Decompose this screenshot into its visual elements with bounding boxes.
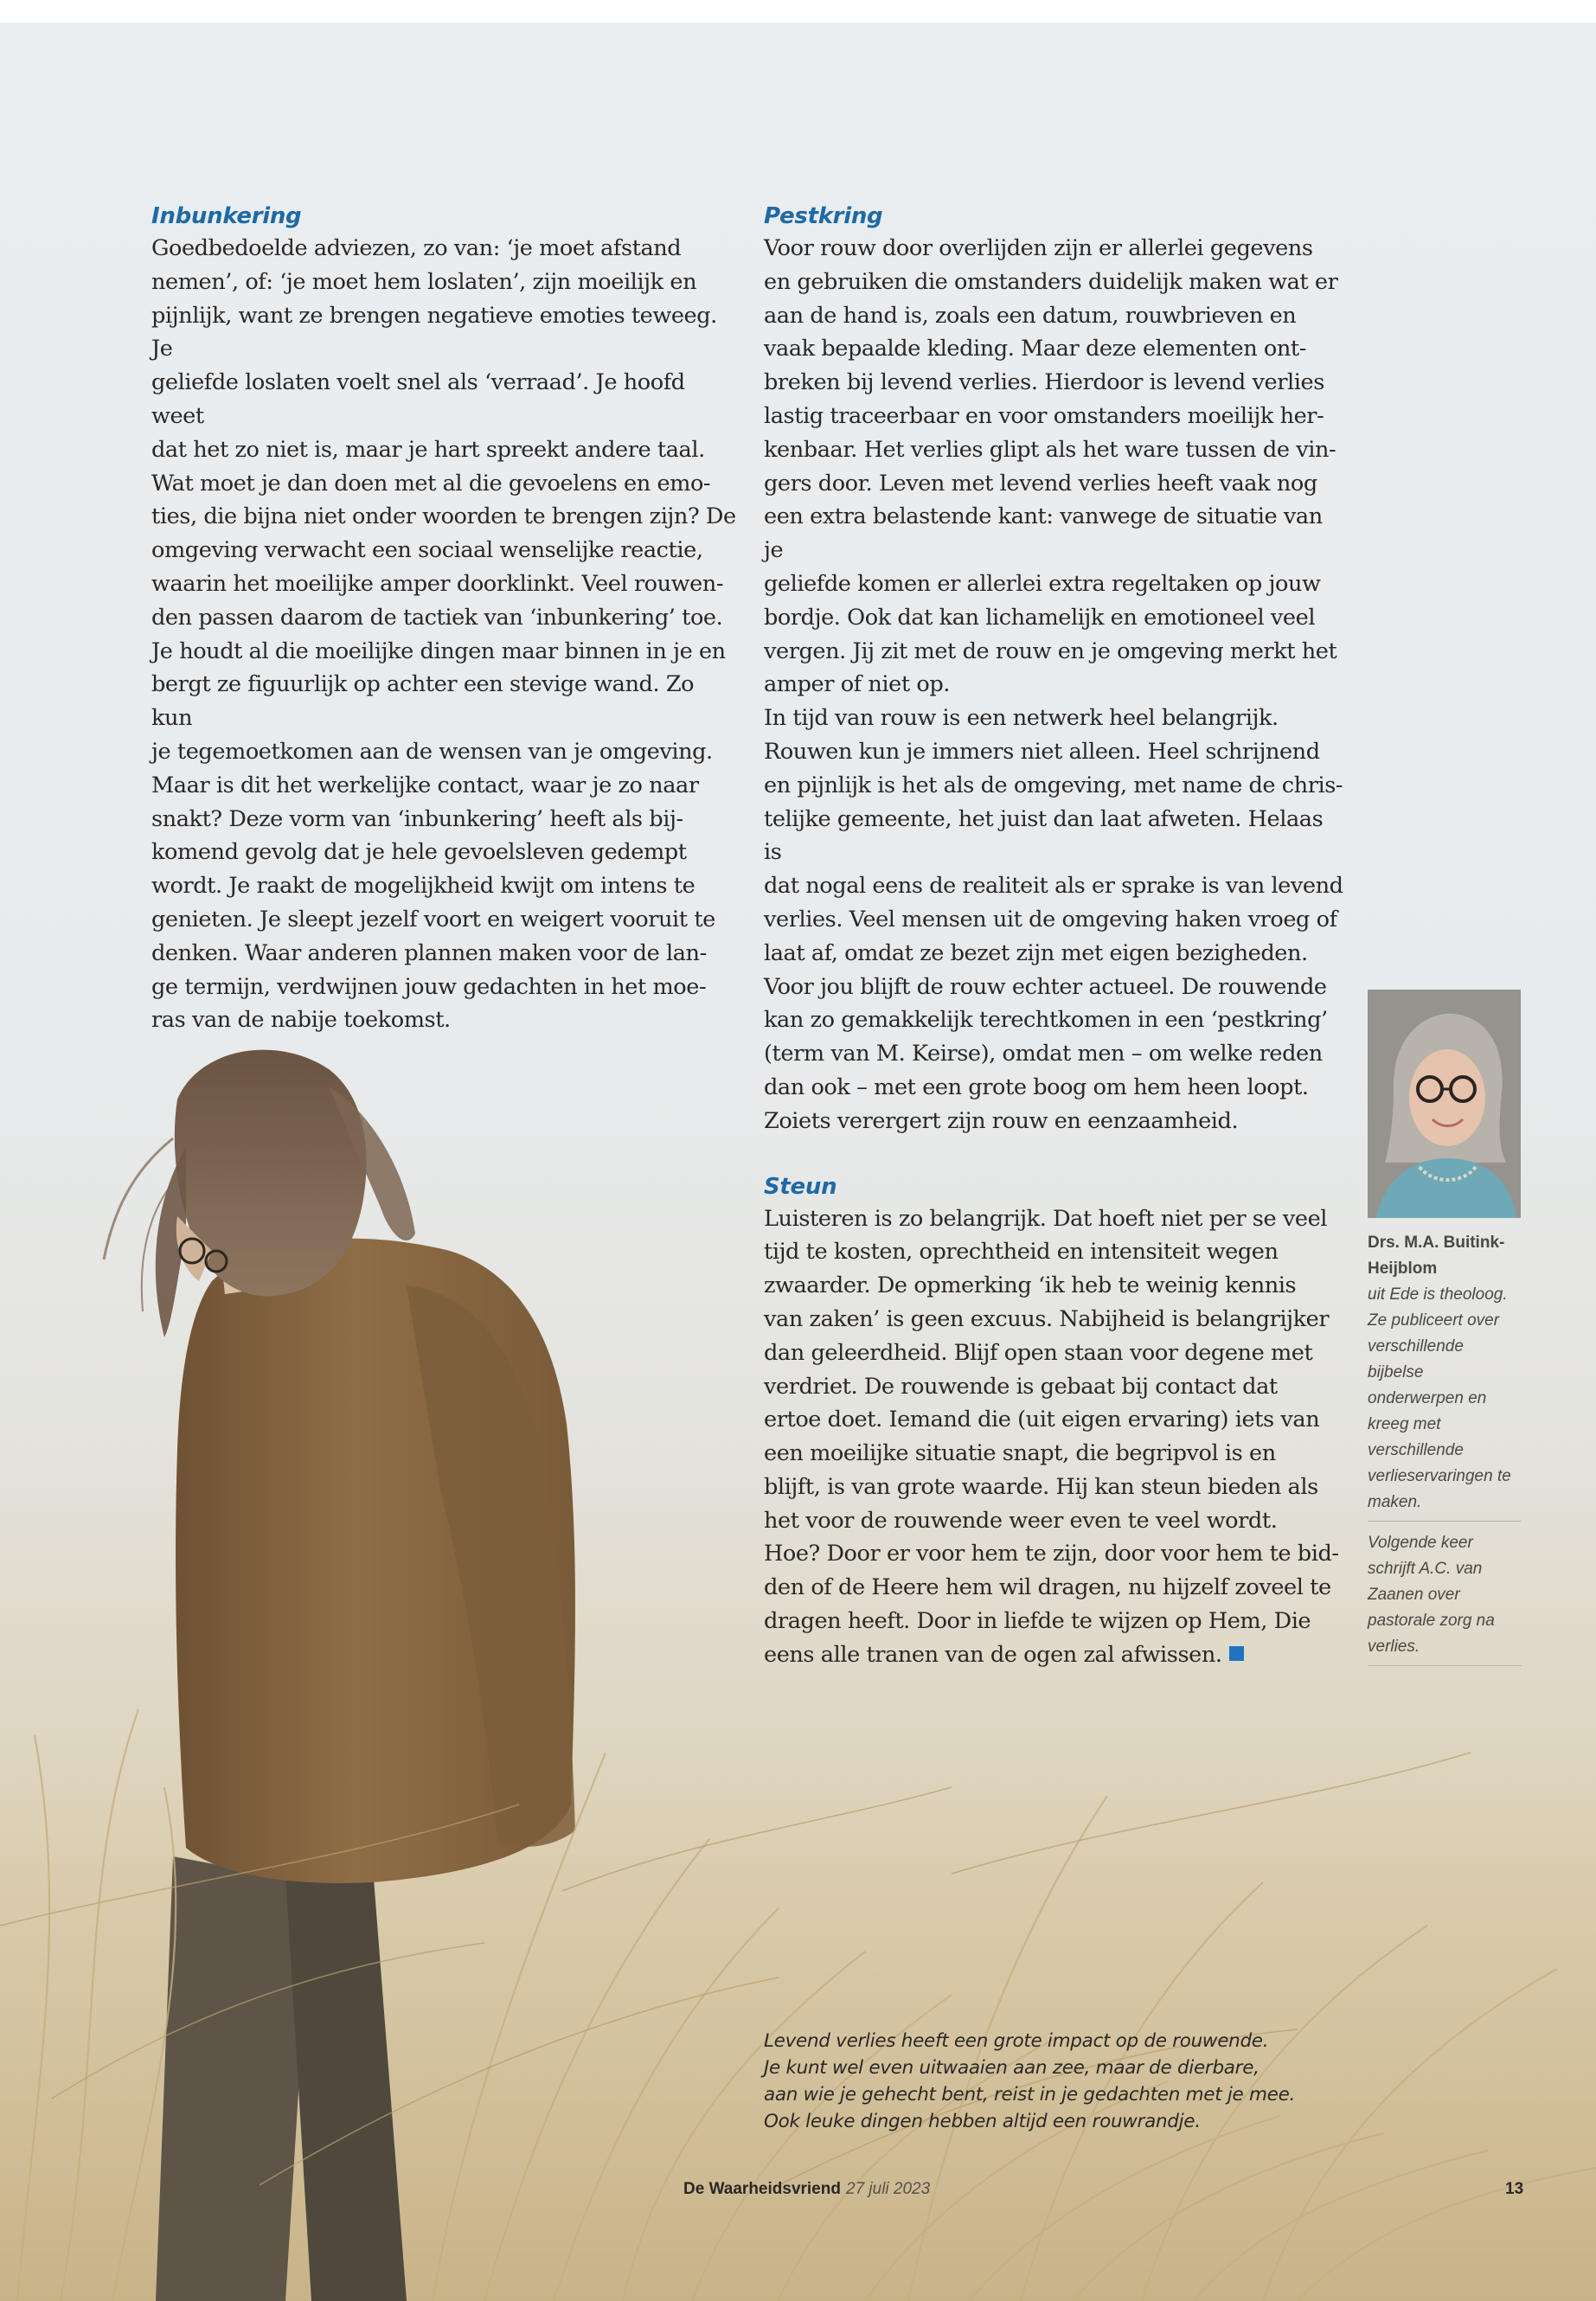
magazine-page [0,22,1596,2301]
divider [1368,1521,1522,1522]
heading-inbunkering: Inbunkering [151,203,302,229]
issue-date: 27 juli 2023 [846,2180,931,2198]
body-steun-text: Luisteren is zo belangrijk. Dat hoeft niet per se veel tijd te kosten, oprechtheid en intensiteit wegen zwaarder. De opmerking ‘ik heb te weinig kennis van zaken’ is geen excuus. Nabijheid is belangrijker dan geleerdheid. Blijf open staan voor degene met verdriet. De rouwende is gebaat bij contact dat ertoe doet. Iemand die (uit eigen ervaring) iets van een moeilijke situatie snapt, die begripvol is en blijft, is van grote waarde. Hij kan steun bieden als het voor de rouwende weer even te veel wordt. Hoe? Door er voor hem te zijn, door voor hem te bid- den of de Heere hem wil dragen, nu hijzelf zoveel te dragen heeft. Door in liefde te wijzen op Hem, Die eens alle tranen van de ogen zal afwissen. [764,1205,1339,1668]
author-bio: uit Ede is theoloog. Ze publiceert over verschillende bijbelse onderwerpen en kreeg met verschillende verlieservaringen te maken. [1368,1285,1511,1511]
page-footer [0,2180,1596,2214]
column-right [764,201,1343,1672]
steun-section [764,1171,1343,1672]
page-number: 13 [1505,2180,1524,2198]
divider [1368,1665,1522,1666]
body-steun [764,1202,1343,1672]
author-portrait-photo [1368,990,1521,1218]
next-time-note: Volgende keer schrijft A.C. van Zaanen over pastorale zorg na verlies. [1368,1534,1495,1656]
body-pestkring: Voor rouw door overlijden zijn er allerlei gegevens en gebruiken die omstanders duidelijk maken wat er aan de hand is, zoals een datum, rouwbrieven en vaak bepaalde kleding. Maar deze elementen ont- breken bij levend verlies. Hierdoor is levend verlies lastig traceerbaar en voor omstanders moeilijk her- kenbaar. Het verlies glipt als het ware tussen de vin- gers door. Leven met levend verlies heeft vaak nog een extra belastende kant: vanwege de situatie van je geliefde komen er allerlei extra regeltaken op jouw bordje. Ook dat kan lichamelijk en emotioneel veel vergen. Jij zit met de rouw en je omgeving merkt het amper of niet op. In tijd van rouw is een netwerk heel belangrijk. Rouwen kun je immers niet alleen. Heel schrijnend en pijnlijk is het als de omgeving, met name de chris- telijke gemeente, het juist dan laat afweten. Helaas is dat nogal eens de realiteit als er sprake is van levend verlies. Veel mensen uit de omgeving haken vroeg of laat af, omdat ze bezet zijn met eigen bezigheden. Voor jou blijft de rouw echter actueel. De rouwende kan zo gemakkelijk terechtkomen in een ‘pestkring’ (term van M. Keirse), omdat men – om welke reden dan ook – met een grote boog om hem heen loopt. Zoiets verergert zijn rouw en eenzaamheid. [764,235,1343,1134]
heading-pestkring: Pestkring [764,203,883,229]
column-left [151,201,740,1037]
heading-steun: Steun [764,1173,837,1200]
author-name: Drs. M.A. Buitink-Heijblom [1368,1234,1505,1278]
photo-caption: Levend verlies heeft een grote impact op de rouwende. Je kunt wel even uitwaaien aan zee, maar de dierbare, aan wie je gehecht bent, reist in je gedachten met je mee. Ook leuke dingen hebben altijd een rouwrandje. [764,2030,1296,2132]
author-caption [1368,1230,1522,1675]
body-inbunkering: Goedbedoelde adviezen, zo van: ‘je moet afstand nemen’, of: ‘je moet hem loslaten’, zijn moeilijk en pijnlijk, want ze brengen negatieve emoties teweeg. Je geliefde loslaten voelt snel als ‘verraad’. Je hoofd weet dat het zo niet is, maar je hart spreekt andere taal. Wat moet je dan doen met al die gevoelens en emo- ties, die bijna niet onder woorden te brengen zijn? De omgeving verwacht een sociaal wenselijke reactie, waarin het moeilijke amper doorklinkt. Veel rouwen- den passen daarom de tactiek van ‘inbunkering’ toe. Je houdt al die moeilijke dingen maar binnen in je en bergt ze figuurlijk op achter een stevige wand. Zo kun je tegemoetkomen aan de wensen van je omgeving. Maar is dit het werkelijke contact, waar je zo naar snakt? Deze vorm van ‘inbunkering’ heeft als bij- komend gevolg dat je hele gevoelsleven gedempt wordt. Je raakt de mogelijkheid kwijt om intens te genieten. Je sleept jezelf voort en weigert vooruit te denken. Waar anderen plannen maken voor de lan- ge termijn, verdwijnen jouw gedachten in het moe- ras van de nabije toekomst. [151,235,736,1034]
magazine-name: De Waarheidsvriend [683,2180,841,2198]
end-of-article-icon [1229,1646,1244,1661]
